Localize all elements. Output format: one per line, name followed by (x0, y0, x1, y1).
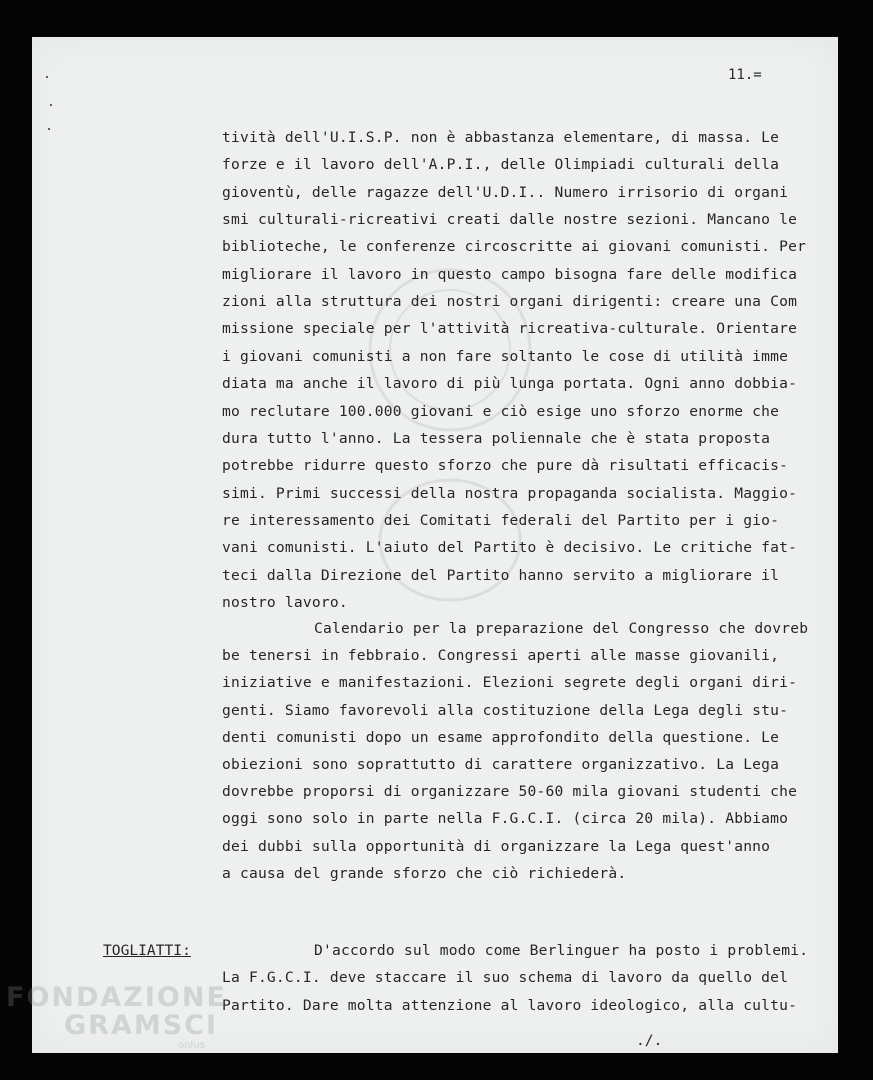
speaker-label: TOGLIATTI: (103, 942, 191, 959)
punch-mark (50, 104, 52, 106)
text-line: simi. Primi successi della nostra propaganda socialista. Maggio- (222, 484, 798, 502)
text-line: genti. Siamo favorevoli alla costituzione della Lega degli stu- (222, 701, 789, 719)
fondazione-gramsci-watermark (6, 984, 227, 1051)
text-line: smi culturali-ricreativi creati dalle nostre sezioni. Mancano le (222, 211, 798, 229)
text-line: oggi sono solo in parte nella F.G.C.I. (circa 20 mila). Abbiamo (222, 810, 789, 828)
text-line: be tenersi in febbraio. Congressi aperti alle masse giovanili, (222, 647, 780, 665)
text-line: zioni alla struttura dei nostri organi dirigenti: creare una Com (222, 293, 798, 311)
text-line: iniziative e manifestazioni. Elezioni segrete degli organi diri- (222, 674, 798, 692)
text-line: tività dell'U.I.S.P. non è abbastanza elementare, di massa. Le (222, 129, 780, 146)
text-line: migliorare il lavoro in questo campo bisogna fare delle modifica (222, 265, 798, 283)
text-line: Calendario per la preparazione del Congresso che dovreb (314, 620, 809, 637)
text-line: nostro lavoro. (222, 593, 348, 611)
text-line: vani comunisti. L'aiuto del Partito è decisivo. Le critiche fat- (222, 539, 798, 557)
text-line: a causa del grande sforzo che ciò richiederà. (222, 864, 627, 882)
text-line: diata ma anche il lavoro di più lunga portata. Ogni anno dobbia- (222, 375, 798, 393)
watermark-line-3: onlus (178, 1039, 205, 1051)
text-line: teci dalla Direzione del Partito hanno servito a migliorare il (222, 566, 780, 584)
continuation-mark: ./. (636, 1032, 663, 1049)
punch-mark (48, 128, 50, 130)
text-line: dura tutto l'anno. La tessera poliennale che è stata proposta (222, 429, 771, 447)
text-line: potrebbe ridurre questo sforzo che pure dà risultati efficacis- (222, 457, 789, 475)
watermark-line-1: FONDAZIONE (6, 982, 227, 1013)
text-line: mo reclutare 100.000 giovani e ciò esige uno sforzo enorme che (222, 402, 780, 420)
punch-mark (46, 76, 48, 78)
text-line: re interessamento dei Comitati federali del Partito per i gio- (222, 511, 780, 529)
text-line: Partito. Dare molta attenzione al lavoro ideologico, alla cultu- (222, 996, 798, 1014)
text-line: denti comunisti dopo un esame approfondito della questione. Le (222, 728, 780, 746)
text-line: La F.G.C.I. deve staccare il suo schema di lavoro da quello del (222, 969, 789, 987)
text-line: missione speciale per l'attività ricreativa-culturale. Orientare (222, 320, 798, 338)
text-line: dovrebbe proporsi di organizzare 50-60 mila giovani studenti che (222, 783, 798, 801)
text-line: biblioteche, le conferenze circoscritte ai giovani comunisti. Per (222, 238, 807, 256)
text-line: i giovani comunisti a non fare soltanto le cose di utilità imme (222, 347, 789, 365)
text-line: forze e il lavoro dell'A.P.I., delle Olimpiadi culturali della (222, 156, 780, 174)
page-number: 11.= (728, 67, 762, 83)
text-line: obiezioni sono soprattutto di carattere organizzativo. La Lega (222, 756, 780, 773)
text-line: gioventù, delle ragazze dell'U.D.I.. Numero irrisorio di organi (222, 183, 789, 201)
text-line: D'accordo sul modo come Berlinguer ha posto i problemi. (314, 942, 809, 959)
watermark-line-2: GRAMSCI (64, 1010, 219, 1042)
text-line: dei dubbi sulla opportunità di organizzare la Lega quest'anno (222, 837, 771, 855)
